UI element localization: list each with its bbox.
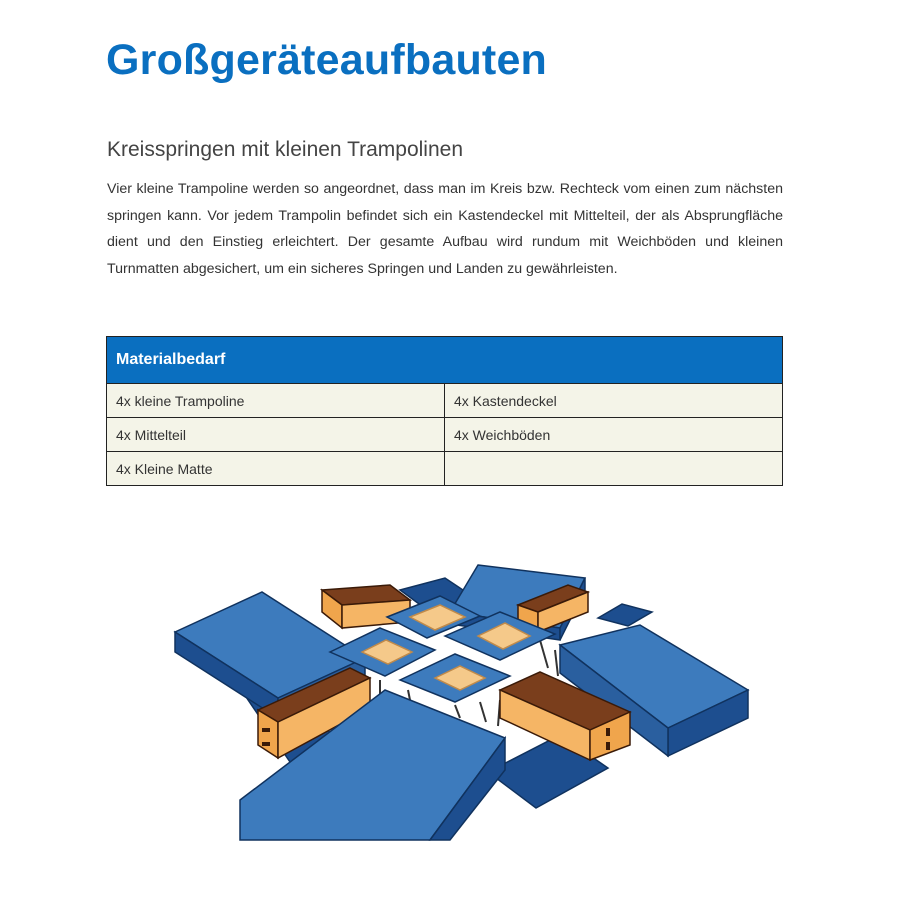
section-subtitle: Kreisspringen mit kleinen Trampolinen xyxy=(107,138,464,161)
table-cell: 4x Weichböden xyxy=(445,418,783,452)
table-header: Materialbedarf xyxy=(107,337,783,384)
table-cell: 4x Kastendeckel xyxy=(445,384,783,418)
material-table xyxy=(106,336,783,486)
table-cell: 4x kleine Trampoline xyxy=(107,384,445,418)
table-row xyxy=(107,452,783,486)
table-row xyxy=(107,418,783,452)
table-header-row xyxy=(107,337,783,384)
table-cell xyxy=(445,452,783,486)
description-paragraph: Vier kleine Trampoline werden so angeordnet, dass man im Kreis bzw. Rechteck vom einen zum nächsten springen kann. Vor jedem Trampolin befindet sich ein Kastendeckel mit Mittelteil, der als Absprungfläche dient und den Einstieg erleichtert. Der gesamte Aufbau wird rundum mit Weichböden und kleinen Turnmatten abgesichert, um ein sicheres Springen und Landen zu gewährleisten. xyxy=(107,181,783,277)
small-mat-right xyxy=(598,604,652,626)
page-title: Großgeräteaufbauten xyxy=(106,36,548,84)
table-cell: 4x Mittelteil xyxy=(107,418,445,452)
trampoline-setup-illustration xyxy=(160,540,760,850)
table-row xyxy=(107,384,783,418)
table-cell: 4x Kleine Matte xyxy=(107,452,445,486)
trampoline-bottom-right xyxy=(400,654,510,702)
